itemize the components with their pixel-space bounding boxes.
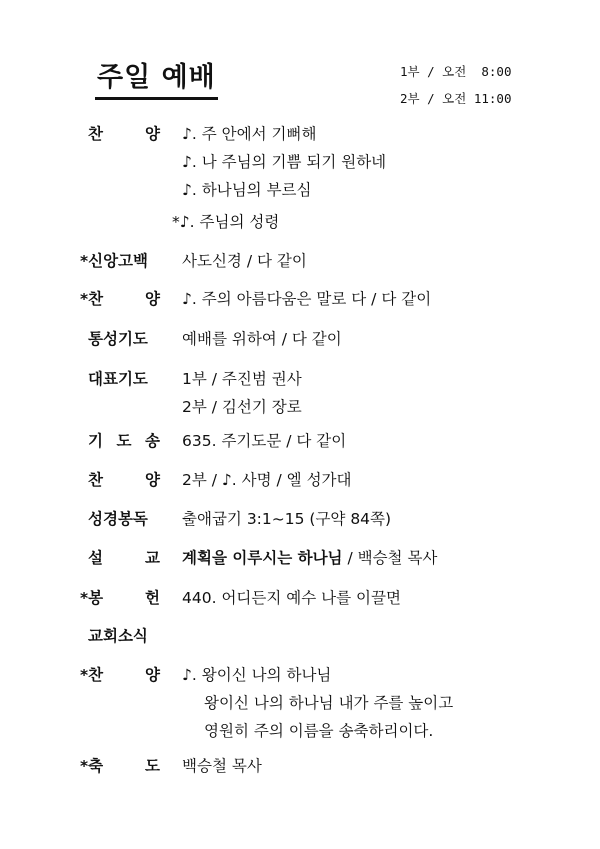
service-time-1: 1부 / 오전 8:00 xyxy=(400,64,512,79)
order-label: *찬 양 xyxy=(80,290,160,308)
order-content xyxy=(172,120,387,236)
order-content: 출애굽기 3:1~15 (구약 84쪽) xyxy=(182,510,392,528)
order-content xyxy=(182,365,302,421)
hymn-line: *♪. 주님의 성령 xyxy=(172,213,280,231)
order-content: 2부 / ♪. 사명 / 엘 성가대 xyxy=(182,471,352,489)
order-label: 찬 양 xyxy=(88,471,160,489)
service-time-2: 2부 / 오전 11:00 xyxy=(400,91,512,106)
sermon-title: 계획을 이루시는 하나님 xyxy=(182,549,343,567)
order-label: 기 도 송 xyxy=(88,432,160,450)
hymn-line: 영원히 주의 이름을 송축하리이다. xyxy=(204,722,434,740)
order-label: *찬 양 xyxy=(80,666,160,684)
hymn-line: 왕이신 나의 하나님 내가 주를 높이고 xyxy=(204,694,454,712)
hymn-line: ♪. 주 안에서 기뻐해 xyxy=(182,125,317,143)
order-content: 예배를 위하여 / 다 같이 xyxy=(182,330,342,348)
order-label: 성경봉독 xyxy=(88,510,148,528)
service-times xyxy=(400,58,511,112)
hymn-line: ♪. 하나님의 부르심 xyxy=(182,181,312,199)
hymn-line: ♪. 나 주님의 기쁨 되기 원하네 xyxy=(182,153,387,171)
order-content: 440. 어디든지 예수 나를 이끌면 xyxy=(182,589,401,607)
order-label: *봉 헌 xyxy=(80,589,160,607)
order-label: 찬 양 xyxy=(88,125,160,143)
prayer-line: 2부 / 김선기 장로 xyxy=(182,398,302,416)
sermon-speaker: / 백승철 목사 xyxy=(342,549,438,567)
hymn-line: ♪. 왕이신 나의 하나님 xyxy=(182,666,332,684)
order-content: 635. 주기도문 / 다 같이 xyxy=(182,432,347,450)
order-label: 대표기도 xyxy=(88,370,148,388)
order-content: 백승철 목사 xyxy=(182,757,262,775)
order-label: 통성기도 xyxy=(88,330,148,348)
prayer-line: 1부 / 주진범 권사 xyxy=(182,370,302,388)
order-label: 설 교 xyxy=(88,549,160,567)
order-label: *축 도 xyxy=(80,757,160,775)
page-title: 주일 예배 xyxy=(95,60,218,100)
order-content xyxy=(182,544,437,572)
order-content xyxy=(182,661,453,745)
order-label: 교회소식 xyxy=(88,627,148,645)
order-content: 사도신경 / 다 같이 xyxy=(182,252,307,270)
order-content: ♪. 주의 아름다움은 말로 다 / 다 같이 xyxy=(182,290,432,308)
order-label: *신앙고백 xyxy=(80,252,148,270)
